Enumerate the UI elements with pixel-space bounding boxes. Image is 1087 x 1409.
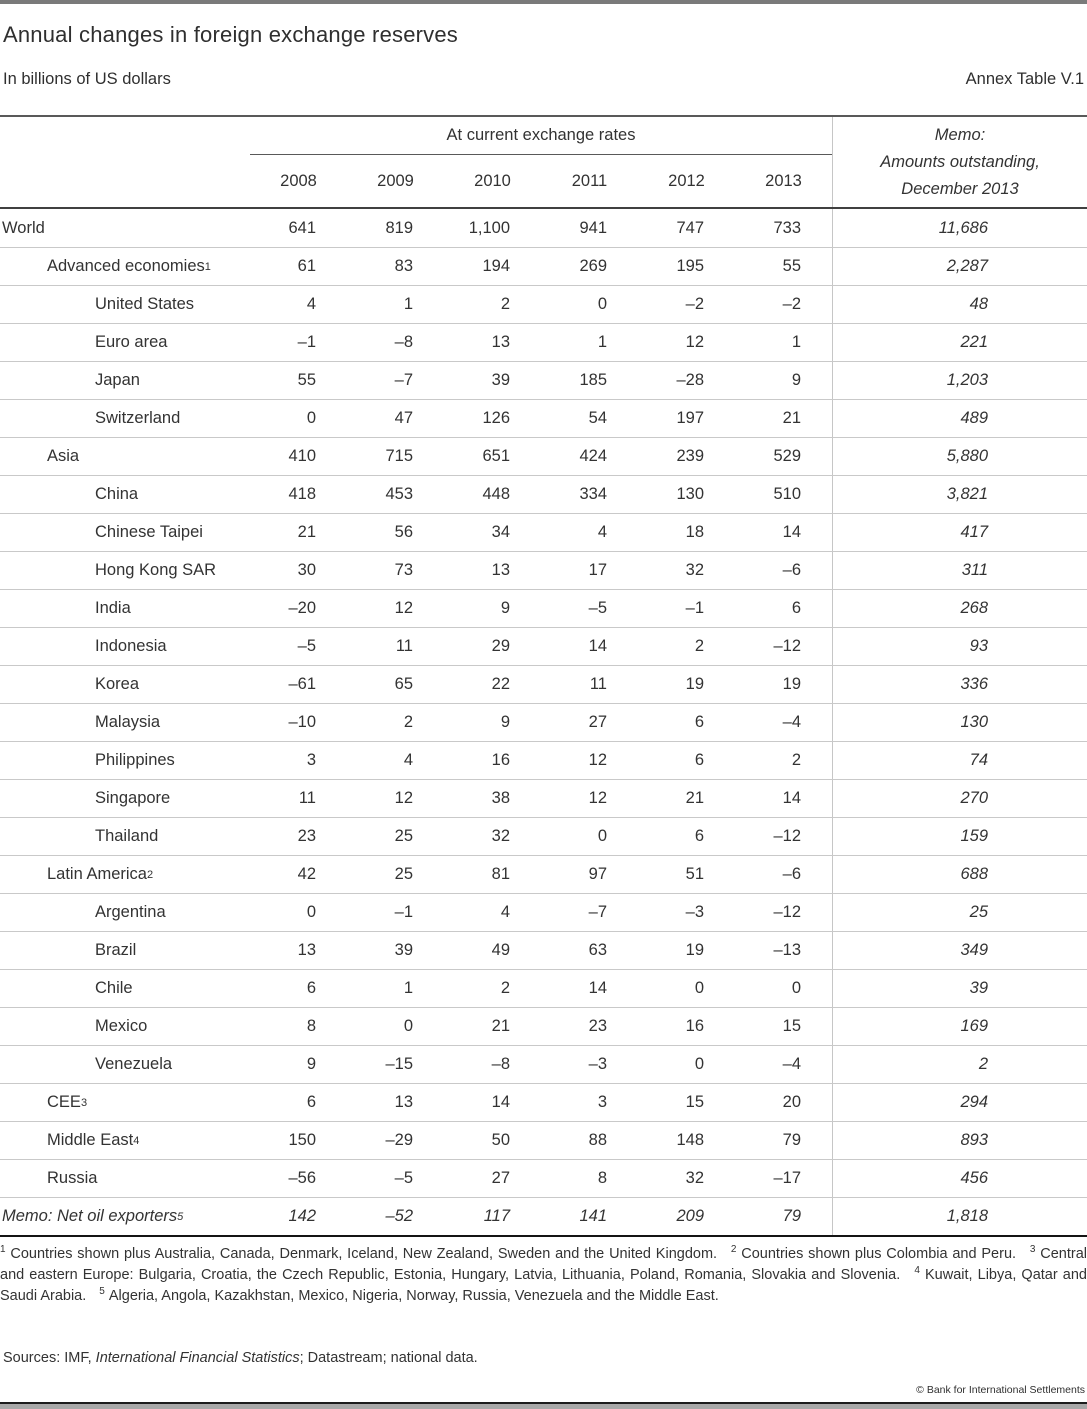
value-cell: 30: [297, 561, 316, 579]
value-cell: 12: [394, 789, 413, 807]
memo-cell: 311: [832, 552, 1087, 589]
value-cell: –4: [782, 713, 801, 731]
row-label: China: [95, 485, 139, 503]
value-cell: 13: [491, 561, 510, 579]
value-cell: 2: [500, 979, 510, 997]
value-cell: –4: [782, 1055, 801, 1073]
value-cell: 1,100: [468, 218, 510, 237]
value-cell: 21: [685, 789, 704, 807]
value-cell: –5: [588, 599, 607, 617]
value-cell: –20: [288, 599, 316, 617]
row-label: Mexico: [95, 1017, 148, 1035]
value-cell: –8: [491, 1055, 510, 1073]
value-cell: 15: [685, 1093, 704, 1111]
value-cell: –6: [782, 561, 801, 579]
value-cell: 269: [579, 257, 607, 275]
value-cell: 195: [676, 257, 704, 275]
value-cell: 4: [500, 903, 510, 921]
value-cell: 9: [500, 713, 510, 731]
row-label: Korea: [95, 675, 140, 693]
year-header-row: [250, 155, 832, 207]
value-cell: –8: [394, 333, 413, 351]
table-row: [0, 285, 1087, 323]
table-row: [0, 399, 1087, 437]
value-cell: 941: [579, 218, 607, 237]
value-cell: 453: [385, 485, 413, 503]
value-cell: 22: [491, 675, 510, 693]
value-cell: 14: [782, 789, 801, 807]
table-row: [0, 627, 1087, 665]
memo-cell: 456: [832, 1160, 1087, 1197]
row-label: Russia: [47, 1169, 98, 1187]
value-cell: 185: [579, 371, 607, 389]
memo-cell: 336: [832, 666, 1087, 703]
value-cell: 16: [491, 751, 510, 769]
value-cell: 0: [694, 1055, 704, 1073]
row-label: Hong Kong SAR: [95, 561, 217, 579]
table-row: [0, 1197, 1087, 1235]
memo-cell: 2,287: [832, 248, 1087, 285]
value-cell: 14: [782, 523, 801, 541]
value-cell: –29: [385, 1131, 413, 1149]
value-cell: 117: [483, 1207, 510, 1225]
value-cell: –3: [588, 1055, 607, 1073]
table-row: [0, 1007, 1087, 1045]
value-cell: –12: [773, 903, 801, 921]
value-cell: 4: [597, 523, 607, 541]
value-cell: 733: [773, 218, 801, 237]
value-cell: 130: [676, 485, 704, 503]
row-label: Thailand: [95, 827, 159, 845]
row-label: Chinese Taipei: [95, 523, 203, 541]
value-cell: 12: [588, 751, 607, 769]
value-cell: –13: [773, 941, 801, 959]
annex-table-label: Annex Table V.1: [965, 70, 1084, 88]
value-cell: 715: [385, 447, 413, 465]
value-cell: 6: [791, 599, 801, 617]
page-top-rule: [0, 0, 1087, 4]
value-cell: –52: [385, 1207, 413, 1225]
memo-header-line: Memo:: [934, 125, 986, 144]
value-cell: –12: [773, 827, 801, 845]
value-cell: 12: [685, 333, 704, 351]
fx-reserves-table: [0, 115, 1087, 1237]
value-cell: 56: [394, 523, 413, 541]
value-cell: 6: [694, 751, 704, 769]
copyright-notice: © Bank for International Settlements: [916, 1384, 1085, 1396]
row-label: Euro area: [95, 333, 168, 351]
table-row: [0, 855, 1087, 893]
table-row: [0, 893, 1087, 931]
value-cell: 0: [403, 1017, 413, 1035]
table-row: [0, 1121, 1087, 1159]
row-label: Advanced economies 1: [47, 257, 211, 275]
value-cell: 97: [588, 865, 607, 883]
value-cell: 529: [773, 447, 801, 465]
page-bottom-rule: [0, 1402, 1087, 1409]
value-cell: 19: [685, 675, 704, 693]
value-cell: 32: [491, 827, 510, 845]
row-label: Venezuela: [95, 1055, 173, 1073]
value-cell: 819: [385, 218, 413, 237]
value-cell: 14: [588, 979, 607, 997]
value-cell: 448: [482, 485, 510, 503]
memo-header-line: Amounts outstanding,: [880, 152, 1040, 171]
value-cell: 25: [394, 865, 413, 883]
value-cell: 19: [782, 675, 801, 693]
row-label: Switzerland: [95, 409, 181, 427]
value-cell: 15: [782, 1017, 801, 1035]
value-cell: –3: [685, 903, 704, 921]
value-cell: 55: [297, 371, 316, 389]
table-row: [0, 475, 1087, 513]
value-cell: 49: [491, 941, 510, 959]
value-cell: 0: [694, 979, 704, 997]
value-cell: 239: [676, 447, 704, 465]
value-cell: 0: [306, 903, 316, 921]
table-row: [0, 969, 1087, 1007]
value-cell: 39: [394, 941, 413, 959]
memo-cell: 3,821: [832, 476, 1087, 513]
value-cell: 79: [782, 1131, 801, 1149]
value-cell: 9: [306, 1055, 316, 1073]
value-cell: 55: [782, 257, 801, 275]
row-label: World: [2, 218, 45, 237]
value-cell: –1: [394, 903, 413, 921]
table-row: [0, 437, 1087, 475]
value-cell: 651: [482, 447, 510, 465]
row-label: Middle East 4: [47, 1131, 140, 1149]
table-row: [0, 665, 1087, 703]
value-cell: 0: [597, 827, 607, 845]
row-label: Asia: [47, 447, 80, 465]
footnote-marker: 5: [99, 1286, 105, 1298]
value-cell: 4: [403, 751, 413, 769]
value-cell: 12: [588, 789, 607, 807]
value-cell: 11: [395, 637, 413, 655]
row-label: CEE 3: [47, 1093, 88, 1111]
value-cell: 424: [579, 447, 607, 465]
footnote-marker: 3: [1029, 1244, 1036, 1256]
value-cell: –12: [773, 637, 801, 655]
header-years-group: [250, 117, 832, 207]
row-label: India: [95, 599, 131, 617]
value-cell: 148: [676, 1131, 704, 1149]
memo-header-line: December 2013: [901, 179, 1019, 198]
value-cell: 16: [685, 1017, 704, 1035]
table-row: [0, 741, 1087, 779]
value-cell: 142: [288, 1207, 316, 1225]
year-header: 2011: [571, 171, 608, 190]
value-cell: –2: [685, 295, 704, 313]
value-cell: 88: [588, 1131, 607, 1149]
value-cell: 32: [685, 1169, 704, 1187]
row-label: Argentina: [95, 903, 166, 921]
memo-cell: 169: [832, 1008, 1087, 1045]
value-cell: 32: [685, 561, 704, 579]
value-cell: –1: [297, 333, 316, 351]
value-cell: 6: [306, 979, 316, 997]
memo-cell: 1,203: [832, 362, 1087, 399]
memo-cell: 893: [832, 1122, 1087, 1159]
value-cell: 6: [306, 1093, 316, 1111]
value-cell: 194: [482, 257, 510, 275]
row-label: Latin America 2: [47, 865, 154, 883]
value-cell: –2: [782, 295, 801, 313]
value-cell: 8: [597, 1169, 607, 1187]
row-label: Brazil: [95, 941, 137, 959]
value-cell: 334: [579, 485, 607, 503]
header-label-spacer: [0, 117, 250, 207]
table-row: [0, 513, 1087, 551]
value-cell: 150: [288, 1131, 316, 1149]
memo-cell: 159: [832, 818, 1087, 855]
value-cell: 20: [782, 1093, 801, 1111]
memo-cell: 349: [832, 932, 1087, 969]
value-cell: 3: [306, 751, 316, 769]
memo-cell: 5,880: [832, 438, 1087, 475]
table-row: [0, 551, 1087, 589]
value-cell: 23: [588, 1017, 607, 1035]
footnotes: $^1$ Countries shown plus Australia, Canada, Denmark, Iceland, New Zealand, Sweden and the United Kingdom. $^2$ Countries shown plus Colombia and Peru. $^3$ Central and eastern Europe: Bulgaria, Croatia, the Czech Republic, Estonia, Hungary, Latvia, Lithuania, Poland, Romania, Slovakia and Slovenia. $^4$ Kuwait, Libya, Qatar and Saudi Arabia. $^5$ Algeria, Angola, Kazakhstan, Mexico, Nigeria, Norway, Russia, Venezuela and the Middle East.: [0, 1244, 1087, 1304]
table-row: [0, 817, 1087, 855]
source-publication: International Financial Statistics: [95, 1350, 300, 1366]
value-cell: 11: [298, 789, 316, 807]
value-cell: 9: [500, 599, 510, 617]
table-row: [0, 1159, 1087, 1197]
value-cell: 47: [394, 409, 413, 427]
value-cell: 39: [491, 371, 510, 389]
value-cell: 27: [491, 1169, 510, 1187]
value-cell: 1: [791, 333, 801, 351]
value-cell: 29: [491, 637, 510, 655]
row-label: Memo: Net oil exporters 5: [2, 1207, 184, 1225]
value-cell: 8: [306, 1017, 316, 1035]
memo-cell: 268: [832, 590, 1087, 627]
value-cell: 14: [491, 1093, 510, 1111]
memo-cell: 11,686: [832, 209, 1087, 247]
memo-cell: 93: [832, 628, 1087, 665]
row-label: Indonesia: [95, 637, 167, 655]
value-cell: –7: [394, 371, 413, 389]
row-label: Japan: [95, 371, 140, 389]
value-cell: 209: [676, 1207, 704, 1225]
memo-cell: 221: [832, 324, 1087, 361]
page-subtitle: In billions of US dollars: [3, 70, 171, 88]
value-cell: 6: [694, 713, 704, 731]
value-cell: 1: [403, 979, 413, 997]
value-cell: 11: [589, 675, 607, 693]
page-title: Annual changes in foreign exchange reserves: [3, 22, 459, 47]
value-cell: 13: [297, 941, 316, 959]
table-row: [0, 361, 1087, 399]
memo-cell: 39: [832, 970, 1087, 1007]
value-cell: 12: [394, 599, 413, 617]
value-cell: 126: [482, 409, 510, 427]
group-header-label: At current exchange rates: [250, 117, 832, 155]
memo-cell: 130: [832, 704, 1087, 741]
value-cell: 510: [773, 485, 801, 503]
value-cell: 2: [500, 295, 510, 313]
row-label: United States: [95, 295, 195, 313]
row-label: Singapore: [95, 789, 171, 807]
value-cell: 42: [297, 865, 316, 883]
value-cell: 2: [791, 751, 801, 769]
footnote-marker: 4: [914, 1265, 920, 1277]
value-cell: 141: [579, 1207, 607, 1225]
value-cell: 21: [491, 1017, 510, 1035]
table-header: [0, 115, 1087, 209]
value-cell: 0: [597, 295, 607, 313]
value-cell: 21: [297, 523, 316, 541]
memo-cell: 2: [832, 1046, 1087, 1083]
value-cell: 79: [782, 1207, 801, 1225]
memo-cell: 294: [832, 1084, 1087, 1121]
value-cell: 14: [588, 637, 607, 655]
value-cell: 63: [588, 941, 607, 959]
value-cell: 13: [491, 333, 510, 351]
table-row: [0, 1045, 1087, 1083]
year-header: 2010: [474, 171, 511, 190]
value-cell: 54: [588, 409, 607, 427]
sources-line: [3, 1350, 478, 1366]
table-row: [0, 931, 1087, 969]
value-cell: 13: [394, 1093, 413, 1111]
value-cell: 25: [394, 827, 413, 845]
value-cell: 1: [597, 333, 607, 351]
table-row: [0, 779, 1087, 817]
value-cell: –61: [288, 675, 316, 693]
value-cell: –10: [288, 713, 316, 731]
table-row: [0, 323, 1087, 361]
footnote-marker: 1: [0, 1244, 6, 1256]
value-cell: 34: [491, 523, 510, 541]
value-cell: 747: [676, 218, 704, 237]
table-row: [0, 1083, 1087, 1121]
value-cell: 65: [394, 675, 413, 693]
memo-cell: 270: [832, 780, 1087, 817]
value-cell: –6: [782, 865, 801, 883]
value-cell: –7: [588, 903, 607, 921]
value-cell: 418: [288, 485, 316, 503]
value-cell: 73: [394, 561, 413, 579]
value-cell: –15: [385, 1055, 413, 1073]
memo-cell: 74: [832, 742, 1087, 779]
year-header: 2008: [280, 171, 317, 190]
footnote-marker: 2: [730, 1244, 737, 1256]
memo-cell: 417: [832, 514, 1087, 551]
value-cell: 18: [685, 523, 704, 541]
value-cell: 50: [491, 1131, 510, 1149]
value-cell: 0: [791, 979, 801, 997]
table-body: [0, 209, 1087, 1237]
value-cell: –28: [676, 371, 704, 389]
value-cell: 1: [403, 295, 413, 313]
year-header: 2009: [377, 171, 414, 190]
value-cell: 61: [297, 257, 316, 275]
value-cell: 38: [491, 789, 510, 807]
memo-cell: 48: [832, 286, 1087, 323]
value-cell: –17: [773, 1169, 801, 1187]
value-cell: 3: [597, 1093, 607, 1111]
value-cell: 9: [791, 371, 801, 389]
value-cell: 6: [694, 827, 704, 845]
source-text: ; Datastream; national data.: [299, 1350, 478, 1366]
table-row: [0, 589, 1087, 627]
value-cell: –5: [394, 1169, 413, 1187]
value-cell: 19: [685, 941, 704, 959]
value-cell: 197: [676, 409, 704, 427]
value-cell: 21: [782, 409, 801, 427]
table-row: [0, 209, 1087, 247]
row-label: Malaysia: [95, 713, 161, 731]
value-cell: 2: [403, 713, 413, 731]
value-cell: 51: [685, 865, 704, 883]
row-label: Chile: [95, 979, 133, 997]
row-label: Philippines: [95, 751, 175, 769]
value-cell: 4: [306, 295, 316, 313]
value-cell: 410: [288, 447, 316, 465]
value-cell: –56: [288, 1169, 316, 1187]
year-header: 2012: [668, 171, 705, 190]
value-cell: 641: [288, 218, 316, 237]
memo-cell: 489: [832, 400, 1087, 437]
value-cell: 23: [297, 827, 316, 845]
source-text: Sources: IMF,: [3, 1350, 96, 1366]
memo-cell: 1,818: [832, 1198, 1087, 1235]
value-cell: 0: [306, 409, 316, 427]
value-cell: 2: [694, 637, 704, 655]
value-cell: 17: [588, 561, 607, 579]
value-cell: –5: [297, 637, 316, 655]
year-header: 2013: [765, 171, 802, 190]
memo-column-header: [832, 117, 1087, 207]
value-cell: 81: [491, 865, 510, 883]
table-row: [0, 703, 1087, 741]
value-cell: –1: [685, 599, 704, 617]
memo-cell: 25: [832, 894, 1087, 931]
value-cell: 83: [394, 257, 413, 275]
memo-cell: 688: [832, 856, 1087, 893]
table-row: [0, 247, 1087, 285]
value-cell: 27: [588, 713, 607, 731]
